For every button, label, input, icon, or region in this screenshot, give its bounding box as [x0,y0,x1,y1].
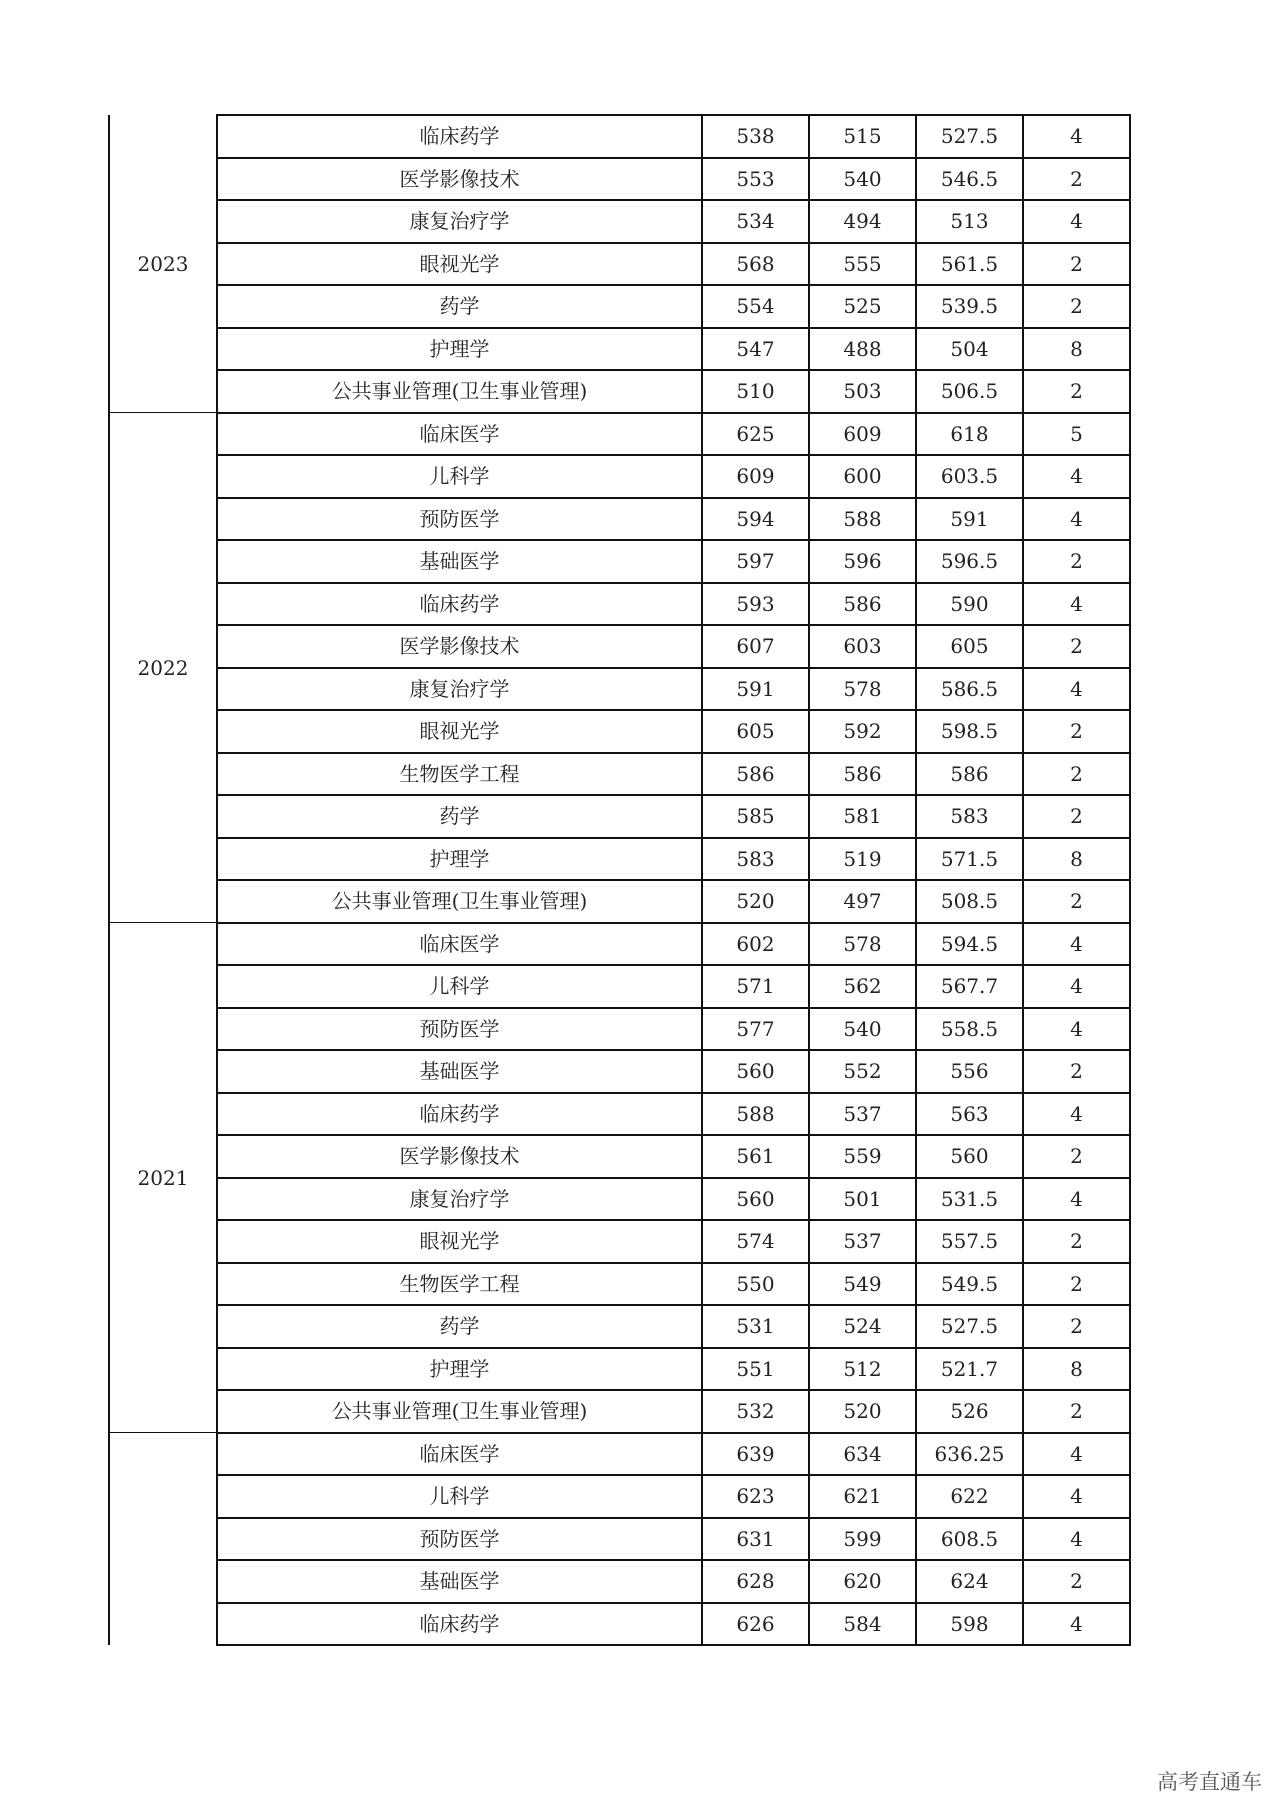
year-cell: 2021 [109,923,217,1433]
table-row [109,1560,1130,1603]
table-row [109,1008,1130,1051]
min-score-cell: 512 [809,1348,916,1391]
count-cell: 5 [1023,413,1130,456]
count-cell: 2 [1023,1135,1130,1178]
max-score-cell: 574 [702,1220,809,1263]
count-cell: 4 [1023,668,1130,711]
avg-score-cell: 624 [916,1560,1023,1603]
avg-score-cell: 636.25 [916,1433,1023,1476]
watermark: 高考直通车 [1157,1770,1262,1794]
table-row [109,1220,1130,1263]
table-row [109,923,1130,966]
min-score-cell: 603 [809,625,916,668]
count-cell: 2 [1023,1390,1130,1433]
count-cell: 8 [1023,838,1130,881]
major-cell: 临床药学 [217,1093,702,1136]
major-cell: 眼视光学 [217,710,702,753]
count-cell: 4 [1023,1475,1130,1518]
max-score-cell: 550 [702,1263,809,1306]
max-score-cell: 597 [702,540,809,583]
min-score-cell: 537 [809,1093,916,1136]
min-score-cell: 540 [809,158,916,201]
min-score-cell: 488 [809,328,916,371]
major-cell: 临床医学 [217,1433,702,1476]
count-cell: 2 [1023,1263,1130,1306]
major-cell: 基础医学 [217,540,702,583]
table-row [109,1263,1130,1306]
avg-score-cell: 526 [916,1390,1023,1433]
min-score-cell: 519 [809,838,916,881]
avg-score-cell: 560 [916,1135,1023,1178]
max-score-cell: 586 [702,753,809,796]
min-score-cell: 503 [809,370,916,413]
max-score-cell: 631 [702,1518,809,1561]
table-row [109,1050,1130,1093]
major-cell: 医学影像技术 [217,625,702,668]
major-cell: 基础医学 [217,1560,702,1603]
major-cell: 儿科学 [217,1475,702,1518]
major-cell: 药学 [217,795,702,838]
avg-score-cell: 622 [916,1475,1023,1518]
avg-score-cell: 605 [916,625,1023,668]
max-score-cell: 583 [702,838,809,881]
table-row [109,498,1130,541]
min-score-cell: 515 [809,115,916,158]
min-score-cell: 609 [809,413,916,456]
major-cell: 临床医学 [217,413,702,456]
table-row [109,1475,1130,1518]
max-score-cell: 520 [702,880,809,923]
count-cell: 4 [1023,1518,1130,1561]
avg-score-cell: 594.5 [916,923,1023,966]
avg-score-cell: 513 [916,200,1023,243]
count-cell: 2 [1023,243,1130,286]
count-cell: 2 [1023,795,1130,838]
max-score-cell: 625 [702,413,809,456]
table-row [109,1305,1130,1348]
max-score-cell: 609 [702,455,809,498]
avg-score-cell: 618 [916,413,1023,456]
count-cell: 2 [1023,370,1130,413]
count-cell: 4 [1023,1178,1130,1221]
min-score-cell: 497 [809,880,916,923]
min-score-cell: 584 [809,1603,916,1646]
major-cell: 儿科学 [217,455,702,498]
count-cell: 4 [1023,200,1130,243]
max-score-cell: 593 [702,583,809,626]
major-cell: 医学影像技术 [217,1135,702,1178]
major-cell: 临床药学 [217,1603,702,1646]
major-cell: 护理学 [217,838,702,881]
min-score-cell: 599 [809,1518,916,1561]
table-row [109,965,1130,1008]
avg-score-cell: 521.7 [916,1348,1023,1391]
avg-score-cell: 527.5 [916,1305,1023,1348]
min-score-cell: 634 [809,1433,916,1476]
major-cell: 护理学 [217,328,702,371]
table-row [109,583,1130,626]
min-score-cell: 537 [809,1220,916,1263]
min-score-cell: 596 [809,540,916,583]
major-cell: 医学影像技术 [217,158,702,201]
avg-score-cell: 603.5 [916,455,1023,498]
table-row [109,1603,1130,1646]
avg-score-cell: 586.5 [916,668,1023,711]
count-cell: 8 [1023,328,1130,371]
avg-score-cell: 504 [916,328,1023,371]
year-cell: 2023 [109,115,217,413]
avg-score-cell: 558.5 [916,1008,1023,1051]
avg-score-cell: 567.7 [916,965,1023,1008]
min-score-cell: 578 [809,923,916,966]
max-score-cell: 551 [702,1348,809,1391]
count-cell: 2 [1023,1560,1130,1603]
major-cell: 眼视光学 [217,1220,702,1263]
count-cell: 2 [1023,1220,1130,1263]
max-score-cell: 628 [702,1560,809,1603]
max-score-cell: 571 [702,965,809,1008]
major-cell: 公共事业管理(卫生事业管理) [217,880,702,923]
min-score-cell: 581 [809,795,916,838]
avg-score-cell: 508.5 [916,880,1023,923]
count-cell: 8 [1023,1348,1130,1391]
count-cell: 4 [1023,583,1130,626]
count-cell: 2 [1023,625,1130,668]
min-score-cell: 540 [809,1008,916,1051]
table-row [109,1093,1130,1136]
table-row [109,710,1130,753]
table-row [109,200,1130,243]
table-row [109,668,1130,711]
table-row [109,1178,1130,1221]
min-score-cell: 562 [809,965,916,1008]
major-cell: 药学 [217,1305,702,1348]
major-cell: 公共事业管理(卫生事业管理) [217,370,702,413]
major-cell: 药学 [217,285,702,328]
count-cell: 2 [1023,753,1130,796]
max-score-cell: 547 [702,328,809,371]
table-row [109,243,1130,286]
avg-score-cell: 598 [916,1603,1023,1646]
table-row [109,158,1130,201]
major-cell: 预防医学 [217,1008,702,1051]
count-cell: 2 [1023,540,1130,583]
count-cell: 4 [1023,1603,1130,1646]
avg-score-cell: 571.5 [916,838,1023,881]
min-score-cell: 549 [809,1263,916,1306]
max-score-cell: 626 [702,1603,809,1646]
major-cell: 临床医学 [217,923,702,966]
min-score-cell: 494 [809,200,916,243]
min-score-cell: 559 [809,1135,916,1178]
avg-score-cell: 598.5 [916,710,1023,753]
count-cell: 4 [1023,455,1130,498]
max-score-cell: 510 [702,370,809,413]
avg-score-cell: 557.5 [916,1220,1023,1263]
max-score-cell: 591 [702,668,809,711]
min-score-cell: 621 [809,1475,916,1518]
table-row [109,1135,1130,1178]
min-score-cell: 620 [809,1560,916,1603]
avg-score-cell: 608.5 [916,1518,1023,1561]
major-cell: 生物医学工程 [217,753,702,796]
min-score-cell: 578 [809,668,916,711]
table-row [109,1348,1130,1391]
major-cell: 临床药学 [217,115,702,158]
table-row [109,328,1130,371]
min-score-cell: 501 [809,1178,916,1221]
min-score-cell: 586 [809,753,916,796]
table-row [109,753,1130,796]
major-cell: 生物医学工程 [217,1263,702,1306]
avg-score-cell: 531.5 [916,1178,1023,1221]
count-cell: 4 [1023,1093,1130,1136]
table-row [109,1390,1130,1433]
count-cell: 2 [1023,880,1130,923]
avg-score-cell: 563 [916,1093,1023,1136]
score-table-body [109,115,1130,1645]
max-score-cell: 588 [702,1093,809,1136]
table-row [109,795,1130,838]
count-cell: 2 [1023,285,1130,328]
avg-score-cell: 561.5 [916,243,1023,286]
count-cell: 4 [1023,965,1130,1008]
max-score-cell: 553 [702,158,809,201]
major-cell: 康复治疗学 [217,668,702,711]
table-row [109,455,1130,498]
major-cell: 预防医学 [217,1518,702,1561]
avg-score-cell: 546.5 [916,158,1023,201]
max-score-cell: 605 [702,710,809,753]
max-score-cell: 560 [702,1050,809,1093]
max-score-cell: 585 [702,795,809,838]
min-score-cell: 552 [809,1050,916,1093]
major-cell: 临床药学 [217,583,702,626]
max-score-cell: 639 [702,1433,809,1476]
max-score-cell: 560 [702,1178,809,1221]
max-score-cell: 568 [702,243,809,286]
count-cell: 4 [1023,923,1130,966]
table-row [109,115,1130,158]
score-table [108,114,1131,1646]
avg-score-cell: 590 [916,583,1023,626]
max-score-cell: 607 [702,625,809,668]
table-row [109,540,1130,583]
avg-score-cell: 527.5 [916,115,1023,158]
count-cell: 2 [1023,710,1130,753]
min-score-cell: 555 [809,243,916,286]
major-cell: 基础医学 [217,1050,702,1093]
max-score-cell: 623 [702,1475,809,1518]
min-score-cell: 586 [809,583,916,626]
max-score-cell: 531 [702,1305,809,1348]
count-cell: 2 [1023,158,1130,201]
year-cell [109,1433,217,1646]
count-cell: 4 [1023,1433,1130,1476]
table-row [109,838,1130,881]
max-score-cell: 602 [702,923,809,966]
count-cell: 4 [1023,1008,1130,1051]
max-score-cell: 594 [702,498,809,541]
major-cell: 康复治疗学 [217,1178,702,1221]
major-cell: 护理学 [217,1348,702,1391]
count-cell: 4 [1023,498,1130,541]
major-cell: 康复治疗学 [217,200,702,243]
table-row [109,1433,1130,1476]
major-cell: 公共事业管理(卫生事业管理) [217,1390,702,1433]
table-row [109,880,1130,923]
min-score-cell: 525 [809,285,916,328]
min-score-cell: 592 [809,710,916,753]
major-cell: 儿科学 [217,965,702,1008]
min-score-cell: 520 [809,1390,916,1433]
avg-score-cell: 539.5 [916,285,1023,328]
max-score-cell: 554 [702,285,809,328]
max-score-cell: 561 [702,1135,809,1178]
major-cell: 眼视光学 [217,243,702,286]
min-score-cell: 588 [809,498,916,541]
avg-score-cell: 586 [916,753,1023,796]
table-row [109,1518,1130,1561]
max-score-cell: 532 [702,1390,809,1433]
table-row [109,370,1130,413]
min-score-cell: 524 [809,1305,916,1348]
count-cell: 2 [1023,1050,1130,1093]
count-cell: 2 [1023,1305,1130,1348]
max-score-cell: 534 [702,200,809,243]
max-score-cell: 577 [702,1008,809,1051]
max-score-cell: 538 [702,115,809,158]
avg-score-cell: 596.5 [916,540,1023,583]
avg-score-cell: 556 [916,1050,1023,1093]
table-row [109,285,1130,328]
min-score-cell: 600 [809,455,916,498]
major-cell: 预防医学 [217,498,702,541]
table-row [109,625,1130,668]
avg-score-cell: 506.5 [916,370,1023,413]
count-cell: 4 [1023,115,1130,158]
year-cell: 2022 [109,413,217,923]
table-row [109,413,1130,456]
avg-score-cell: 583 [916,795,1023,838]
avg-score-cell: 549.5 [916,1263,1023,1306]
avg-score-cell: 591 [916,498,1023,541]
